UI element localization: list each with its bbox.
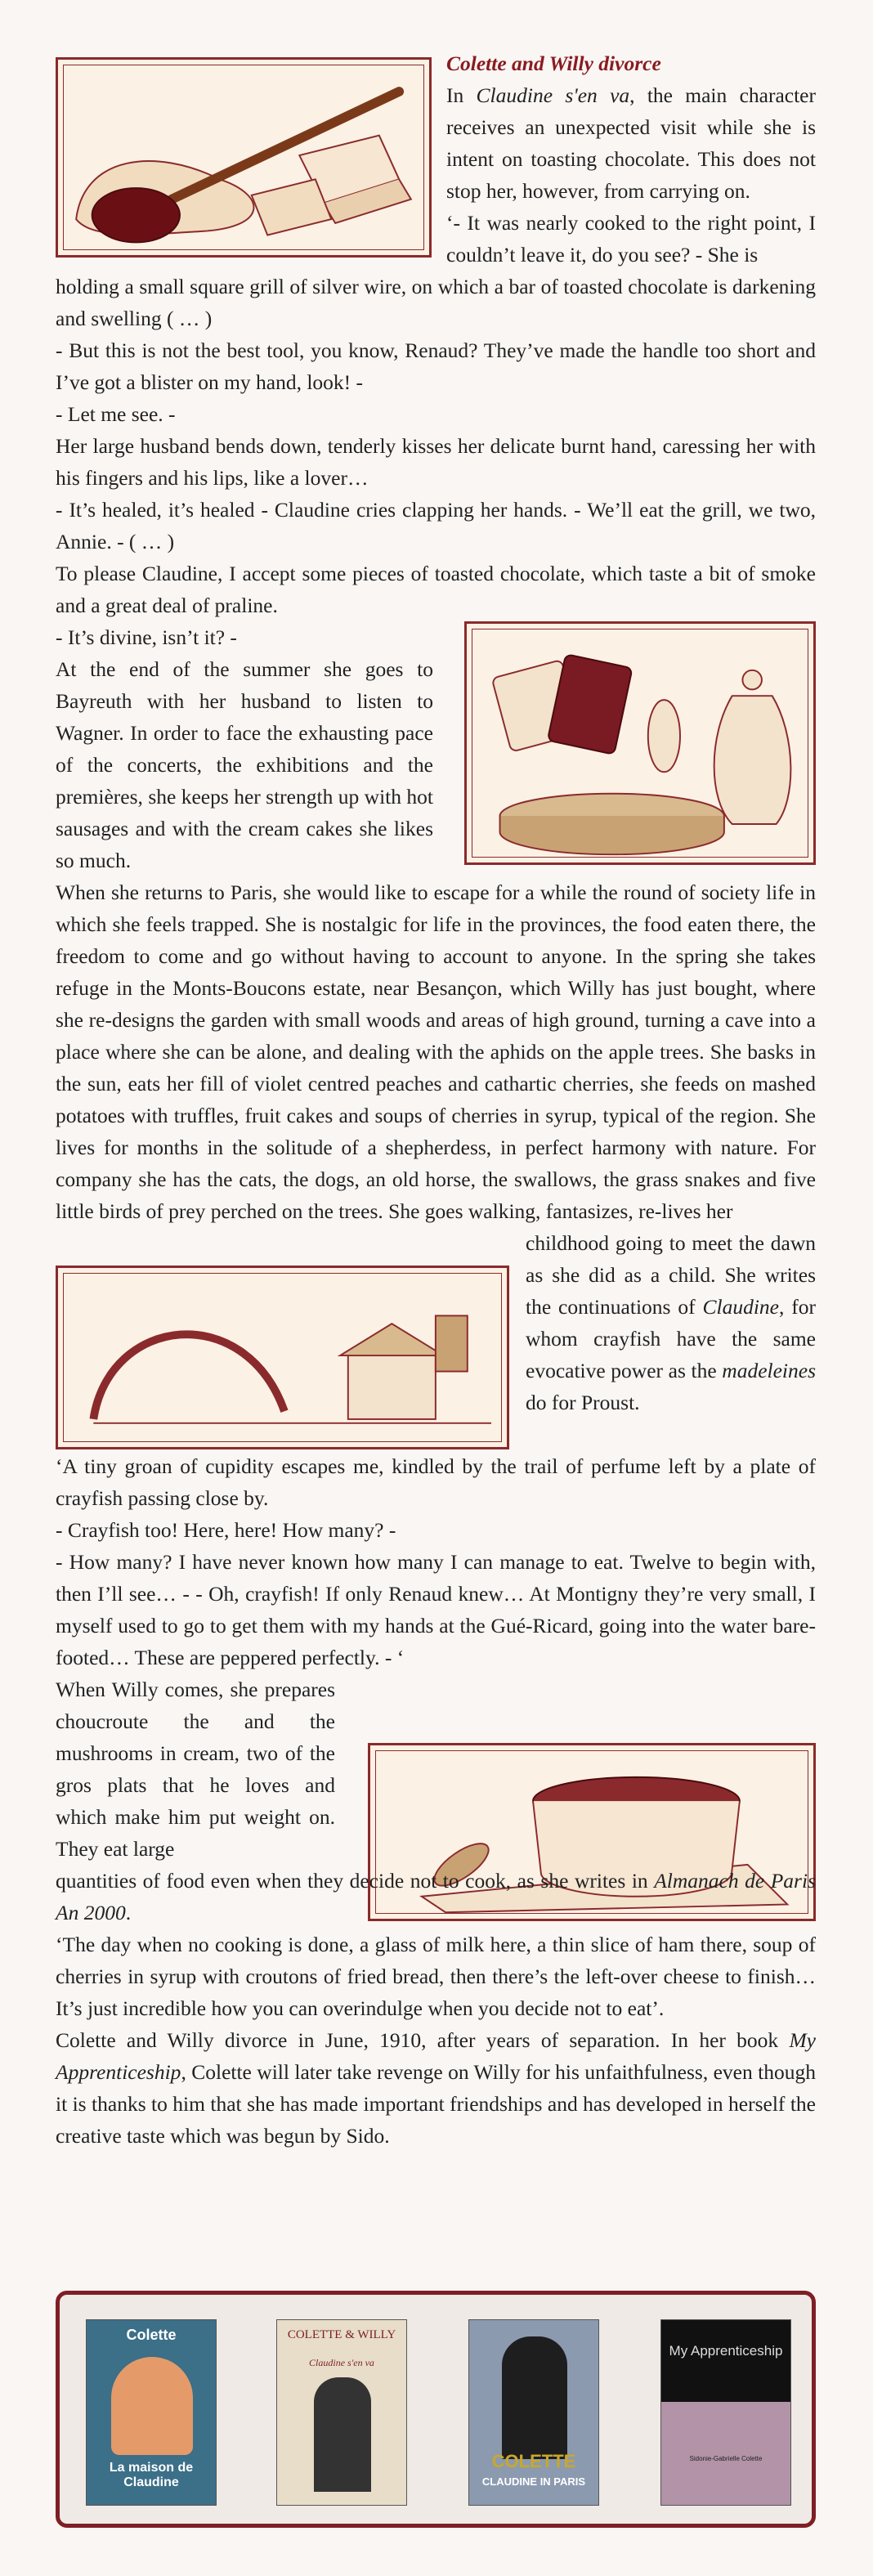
book-title-my-apprenticeship: My Apprenticeship — [56, 2028, 816, 2084]
portrait-shape — [111, 2357, 193, 2455]
quote-first-line: ‘- It was nearly cooked to the right point, I couldn’t leave it, do you see? - She is — [446, 211, 816, 267]
crayfish-quote: - Crayfish too! Here, here! How many? - — [56, 1518, 396, 1542]
book-cover-top: Colette — [126, 2327, 177, 2343]
book-cover-bottom: CLAUDINE IN PARIS — [481, 2475, 586, 2488]
crayfish-quote: ‘A tiny groan of cupidity escapes me, kindled by the trail of perfume left by a plate of crayfish passing close by. — [56, 1454, 816, 1510]
book-cover-claudine-in-paris[interactable] — [468, 2319, 599, 2506]
book-cover-claudine-sen-va[interactable] — [276, 2319, 407, 2506]
spacer — [56, 1418, 816, 1450]
divorce-text-2: , Colette will later take revenge on Willy for his unfaithfulness, even though it is thanks to him that she has made important friendships and has developed in herself the creative taste which was begun by Sido. — [56, 2060, 816, 2148]
paris-paragraph: When she returns to Paris, she would like to escape for a while the round of society life in which she feels trapped. She is nostalgic for life in the provinces, the food eaten there, the freedom to come and go without having to account to anyone. In the spring she takes refuge in the Monts-Boucons estate, near Besançon, which Willy has just bought, where she re-designs the garden with small woods and areas of high ground, turning a cave into a place where she can be alone, and dealing with the aphids on the apple trees. She basks in the sun, eats her fill of violet centred peaches and cathartic cherries, she feeds on mashed potatoes with truffles, fruit cakes and soups of cherries in syrup, typical of the region. She lives for months in the solitude of a shepherdess, in perfect harmony with nature. For company she has the cats, the dogs, an old horse, the swallows, the grass snakes and five little birds of prey perched on the trees. She goes walking, fantasizes, re-lives her — [56, 880, 816, 1223]
book-title-claudine: Claudine — [702, 1295, 779, 1319]
book-title-almanach: Almanach de Paris An 2000 — [56, 1869, 816, 1924]
dialogue-line: - But this is not the best tool, you know, Renaud? They’ve made the handle too short and I’ve got a blister on my hand, look! - — [56, 338, 816, 394]
intro-rest: , the main character receives an unexpected visit while she is intent on toasting chocolate. This does not stop her, however, from carrying on. — [446, 83, 816, 203]
portrait-shape — [502, 2336, 567, 2459]
article-body — [56, 47, 816, 2152]
intro-block — [446, 47, 816, 271]
willy-end: . — [125, 1901, 132, 1924]
dialogue-line: To please Claudine, I accept some pieces of toasted chocolate, which taste a bit of smoke and a great deal of praline. — [56, 562, 816, 617]
childhood-text-3: do for Proust. — [526, 1391, 640, 1414]
willy-paragraph: When Willy comes, she prepares choucroute the and the mushrooms in cream, two of the gros plats that he loves and which make him put weight on. They eat large — [56, 1678, 335, 1861]
dialogue-line: - It’s divine, isn’t it? - — [56, 625, 237, 649]
book-covers-panel — [56, 2291, 816, 2528]
divorce-paragraph — [56, 2024, 816, 2152]
book-cover-top: COLETTE — [491, 2451, 576, 2471]
portrait-shape — [314, 2377, 371, 2492]
milk-quote: ‘The day when no cooking is done, a glass of milk here, a thin slice of ham there, soup of cherries in syrup with croutons of fried bread, then there’s the left-over cheese to finish… It’s just incredible how you can overindulge when you decide not to eat’. — [56, 1933, 816, 2020]
book-cover-bottom: La maison de Claudine — [109, 2461, 194, 2489]
intro-paragraph — [446, 79, 816, 207]
cover-band — [661, 2320, 790, 2402]
willy-continuation — [56, 1865, 816, 1929]
book-cover-bottom: Sidonie-Gabrielle Colette — [689, 2455, 763, 2462]
dialogue-line: - It’s healed, it’s healed - Claudine cries clapping her hands. - We’ll eat the grill, we two, Annie. - ( … ) — [56, 498, 816, 553]
book-cover-my-apprenticeship[interactable] — [660, 2319, 791, 2506]
book-cover-la-maison-de-claudine[interactable] — [86, 2319, 217, 2506]
childhood-paragraph — [526, 1227, 816, 1418]
dialogue-line: Her large husband bends down, tenderly kisses her delicate burnt hand, caressing her with his fingers and his lips, like a lover… — [56, 434, 816, 490]
madeleines-word: madeleines — [722, 1359, 816, 1382]
willy-cont-text: quantities of food even when they decide not to cook, as she writes in — [56, 1869, 655, 1893]
book-cover-bottom: Claudine s'en va — [309, 2357, 374, 2368]
divorce-text: Colette and Willy divorce in June, 1910, after years of separation. In her book — [56, 2028, 790, 2052]
dialogue-line: - Let me see. - — [56, 402, 176, 426]
bayreuth-paragraph: At the end of the summer she goes to Bayreuth with her husband to listen to Wagner. In order to face the exhausting pace of the concerts, the exhibitions and the premières, she keeps her strength up with hot sausages and with the cream cakes she likes so much. — [56, 657, 433, 872]
crayfish-quote: - How many? I have never known how many I can manage to eat. Twelve to begin with, then I’ll see… - - Oh, crayfish! If only Renaud knew… At Montigny they’re very small, I myself used to go to get them with my hands at the Gué-Ricard, going into the water bare-footed… These are peppered perfectly. - ‘ — [56, 1550, 816, 1669]
quote-continuation: holding a small square grill of silver wire, on which a bar of toasted chocolate is darkening and swelling ( … ) — [56, 275, 816, 330]
childhood-text: childhood going to meet the dawn as she did as a child. She writes the continuations of — [526, 1231, 816, 1319]
childhood-text-2: , for whom crayfish have the same evocative power as the — [526, 1295, 817, 1382]
book-cover-top: My Apprenticeship — [669, 2343, 783, 2359]
intro-prefix: In — [446, 83, 477, 107]
book-cover-top: COLETTE & WILLY — [287, 2328, 396, 2341]
book-title-claudine-sen-va: Claudine s'en va — [476, 83, 630, 107]
section-heading: Colette and Willy divorce — [446, 52, 661, 75]
